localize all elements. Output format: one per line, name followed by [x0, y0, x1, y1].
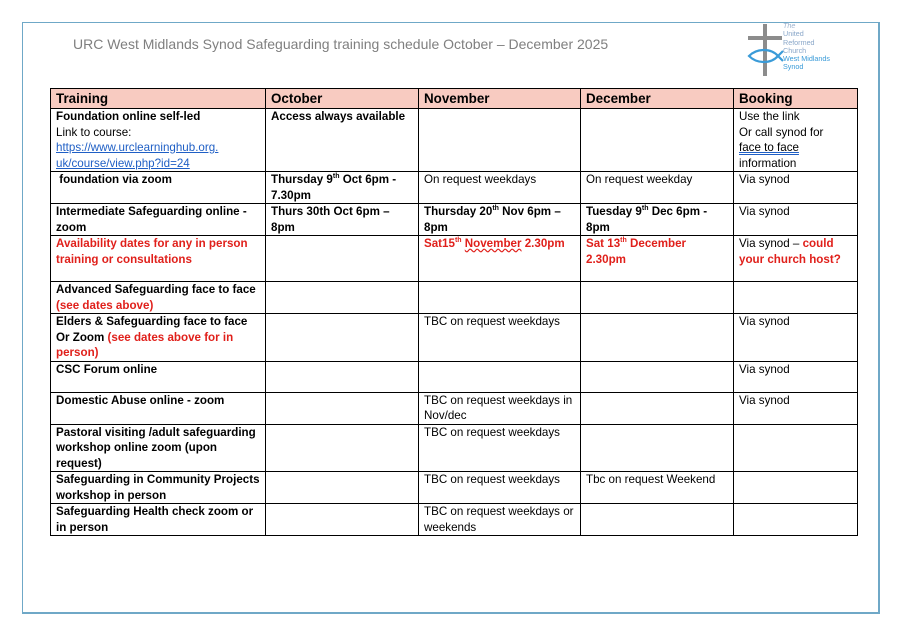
cell-october [266, 314, 419, 362]
cell-october [266, 504, 419, 536]
table-row [51, 392, 858, 424]
cell-october [266, 392, 419, 424]
cell-october: Thurs 30th Oct 6pm – 8pm [266, 204, 419, 236]
cell-december: Sat 13th December 2.30pm [581, 236, 734, 282]
cell-booking [734, 472, 858, 504]
cell-november: Sat15th November 2.30pm [419, 236, 581, 282]
table-row [51, 472, 858, 504]
header-booking: Booking [734, 89, 858, 109]
cell-booking: Via synod [734, 361, 858, 392]
header-december: December [581, 89, 734, 109]
cell-november: TBC on request weekdays or weekends [419, 504, 581, 536]
cell-booking [734, 504, 858, 536]
cell-training: Safeguarding in Community Projects workshop in person [51, 472, 266, 504]
course-link[interactable]: https://www.urclearninghub.org. uk/course/view.php?id=24 [56, 141, 219, 170]
cell-december [581, 392, 734, 424]
cell-november: TBC on request weekdays [419, 424, 581, 472]
training-schedule-table [50, 88, 858, 536]
cell-training: Elders & Safeguarding face to face Or Zoom (see dates above for in person) [51, 314, 266, 362]
cell-december [581, 109, 734, 172]
header-november: November [419, 89, 581, 109]
header-training: Training [51, 89, 266, 109]
cell-training: Availability dates for any in person training or consultations [51, 236, 266, 282]
cell-training: Pastoral visiting /adult safeguarding workshop online zoom (upon request) [51, 424, 266, 472]
cell-booking [734, 424, 858, 472]
cell-november: On request weekdays [419, 172, 581, 204]
cell-december [581, 282, 734, 314]
cell-october [266, 472, 419, 504]
cell-november: Thursday 20th Nov 6pm – 8pm [419, 204, 581, 236]
document-title: URC West Midlands Synod Safeguarding training schedule October – December 2025 [73, 36, 609, 52]
cell-october [266, 361, 419, 392]
cell-december [581, 314, 734, 362]
header-row [51, 89, 858, 109]
table-row [51, 314, 858, 362]
cell-december: On request weekday [581, 172, 734, 204]
cell-training: CSC Forum online [51, 361, 266, 392]
urc-logo [745, 22, 855, 80]
table-row [51, 172, 858, 204]
cell-training: Intermediate Safeguarding online - zoom [51, 204, 266, 236]
cell-october [266, 282, 419, 314]
cell-october [266, 236, 419, 282]
cell-booking: Via synod [734, 314, 858, 362]
cell-booking: Via synod [734, 204, 858, 236]
cell-december [581, 504, 734, 536]
cell-december: Tbc on request Weekend [581, 472, 734, 504]
cell-november: TBC on request weekdays [419, 314, 581, 362]
table-row [51, 504, 858, 536]
cell-booking [734, 282, 858, 314]
cell-october: Access always available [266, 109, 419, 172]
cell-booking: Via synod [734, 172, 858, 204]
cell-booking: Via synod – could your church host? [734, 236, 858, 282]
cell-booking: Use the link Or call synod for face to face information [734, 109, 858, 172]
cell-training: Advanced Safeguarding face to face (see dates above) [51, 282, 266, 314]
cell-november: TBC on request weekdays in Nov/dec [419, 392, 581, 424]
cell-october [266, 424, 419, 472]
table-row [51, 109, 858, 172]
table-row [51, 361, 858, 392]
cell-november [419, 109, 581, 172]
table-row [51, 424, 858, 472]
cell-training: Safeguarding Health check zoom or in person [51, 504, 266, 536]
cell-october: Thursday 9th Oct 6pm - 7.30pm [266, 172, 419, 204]
logo-text: The United Reformed Church West Midlands Synod [783, 21, 831, 72]
header-october: October [266, 89, 419, 109]
cell-booking: Via synod [734, 392, 858, 424]
cell-training: foundation via zoom [51, 172, 266, 204]
cell-training: Domestic Abuse online - zoom [51, 392, 266, 424]
cell-december: Tuesday 9th Dec 6pm - 8pm [581, 204, 734, 236]
table-row [51, 236, 858, 282]
cell-november [419, 282, 581, 314]
cell-december [581, 424, 734, 472]
cross-fish-icon [745, 22, 785, 78]
cell-december [581, 361, 734, 392]
cell-november: TBC on request weekdays [419, 472, 581, 504]
table-row [51, 282, 858, 314]
cell-november [419, 361, 581, 392]
table-row [51, 204, 858, 236]
cell-training: Foundation online self-led Link to course: https://www.urclearninghub.org. uk/course/view.php?id=24 [51, 109, 266, 172]
